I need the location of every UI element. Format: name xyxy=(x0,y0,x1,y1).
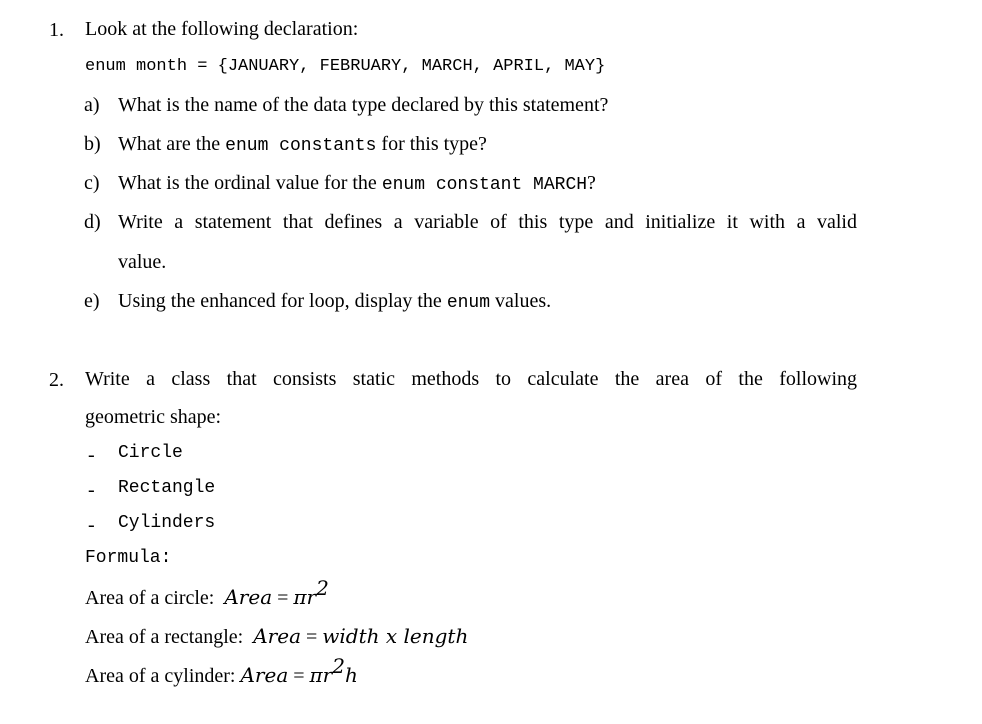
formula-circle-label: Area of a circle: xyxy=(85,587,215,609)
formula-label: Formula: xyxy=(85,548,172,568)
part-e-label: e) xyxy=(84,290,100,312)
enum-declaration: enum month = {JANUARY, FEBRUARY, MARCH, APRIL, MAY} xyxy=(85,57,606,76)
part-b-label: b) xyxy=(84,133,101,155)
formula-cylinder: Area of a cylinder: Area = $\pi r^2h$ xyxy=(85,654,358,687)
formula-rectangle-label: Area of a rectangle: xyxy=(85,626,244,648)
part-d-line-1: Write a statement that defines a variable of this type and initialize it with a valid xyxy=(118,211,857,233)
shape-rectangle: Rectangle xyxy=(118,478,216,498)
part-c-label: c) xyxy=(84,172,100,194)
bullet-dash: - xyxy=(88,514,95,536)
bullet-dash: - xyxy=(88,479,95,501)
bullet-dash: - xyxy=(88,444,95,466)
part-b-text: What are the enum constants for this type? xyxy=(118,133,487,156)
formula-circle: Area of a circle: Area = $\pi r^2$ xyxy=(85,576,329,609)
part-c-text: What is the ordinal value for the enum constant MARCH? xyxy=(118,172,596,195)
part-d-line-2: value. xyxy=(118,251,167,273)
inline-code: enum constant MARCH xyxy=(381,175,588,195)
question-1-number: 1. xyxy=(49,19,64,41)
question-2-line-2: geometric shape: xyxy=(85,406,222,428)
formula-rectangle: Area of a rectangle: Area = width x length xyxy=(85,624,469,648)
question-2-number: 2. xyxy=(49,369,64,391)
question-2-line-1: Write a class that consists static methods to calculate the area of the following xyxy=(85,368,857,390)
shape-circle: Circle xyxy=(118,443,183,463)
inline-code: enum xyxy=(446,293,491,313)
part-a-text: What is the name of the data type declared by this statement? xyxy=(118,94,609,116)
part-e-text: Using the enhanced for loop, display the enum values. xyxy=(118,290,552,313)
formula-cylinder-label: Area of a cylinder: xyxy=(85,665,236,687)
inline-code: enum constants xyxy=(225,136,377,156)
part-d-label: d) xyxy=(84,211,101,233)
part-a-label: a) xyxy=(84,94,100,116)
shape-cylinders: Cylinders xyxy=(118,513,216,533)
question-1-intro: Look at the following declaration: xyxy=(85,18,359,40)
